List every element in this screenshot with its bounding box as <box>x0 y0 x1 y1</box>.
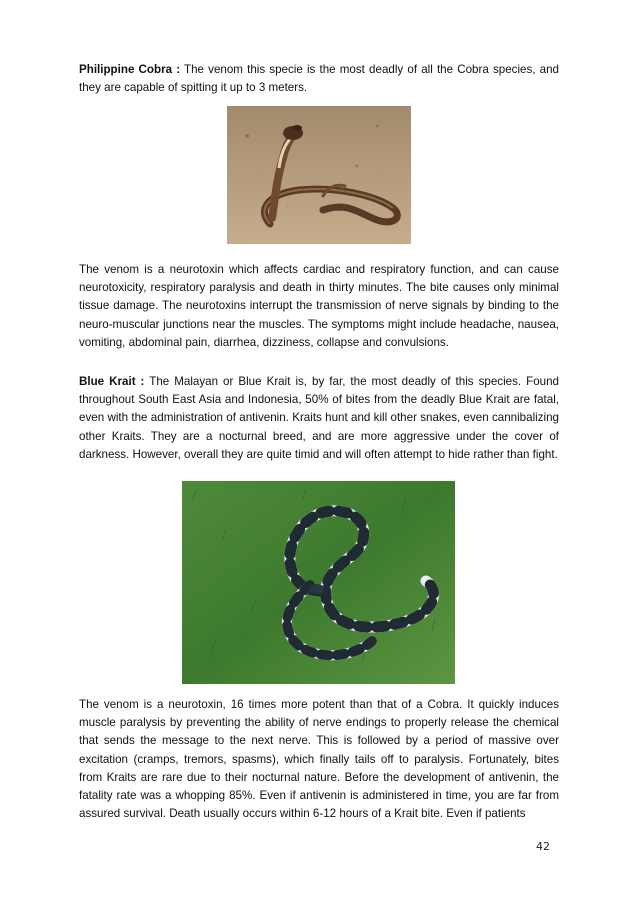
krait-heading: Blue Krait : <box>79 375 145 388</box>
krait-intro-paragraph <box>79 373 559 464</box>
cobra-intro-paragraph <box>79 61 559 97</box>
krait-photo <box>182 481 455 684</box>
cobra-heading: Philippine Cobra : <box>79 63 181 76</box>
cobra-photo <box>227 106 411 244</box>
krait-venom-paragraph: The venom is a neurotoxin, 16 times more potent than that of a Cobra. It quickly induces muscle paralysis by preventing the ability of nerve endings to properly release the chemical that sends the message to the next nerve. This is followed by a period of massive over excitation (cramps, tremors, spasms), which finally tails off to paralysis. Fortunately, bites from Kraits are rare due to their nocturnal nature. Before the development of antivenin, the fatality rate was a whopping 85%. Even if antivenin is administered in time, you are far from assured survival. Death usually occurs within 6-12 hours of a Krait bite. Even if patients <box>79 698 559 821</box>
cobra-intro-text: The venom this specie is the most deadly of all the Cobra species, and they are capable of spitting it up to 3 meters. <box>79 63 559 95</box>
krait-intro-text: The Malayan or Blue Krait is, by far, the most deadly of this species. Found throughout South East Asia and Indonesia, 50% of bites from the deadly Blue Krait are fatal, even with the administration of antivenin. Kraits hunt and kill other snakes, even cannibalizing other Kraits. They are a nocturnal breed, and are more aggressive under the cover of darkness. However, overall they are quite timid and will often attempt to hide rather than fight. <box>79 375 560 461</box>
cobra-venom-paragraph: The venom is a neurotoxin which affects cardiac and respiratory function, and can cause neurotoxicity, respiratory paralysis and death in thirty minutes. The bite causes only minimal tissue damage. The neurotoxins interrupt the transmission of nerve signals by binding to the neuro-muscular junctions near the muscles. The symptoms might include headache, nausea, vomiting, abdominal pain, diarrhea, dizziness, collapse and convulsions. <box>79 263 559 349</box>
page-number: 42 <box>536 840 550 853</box>
